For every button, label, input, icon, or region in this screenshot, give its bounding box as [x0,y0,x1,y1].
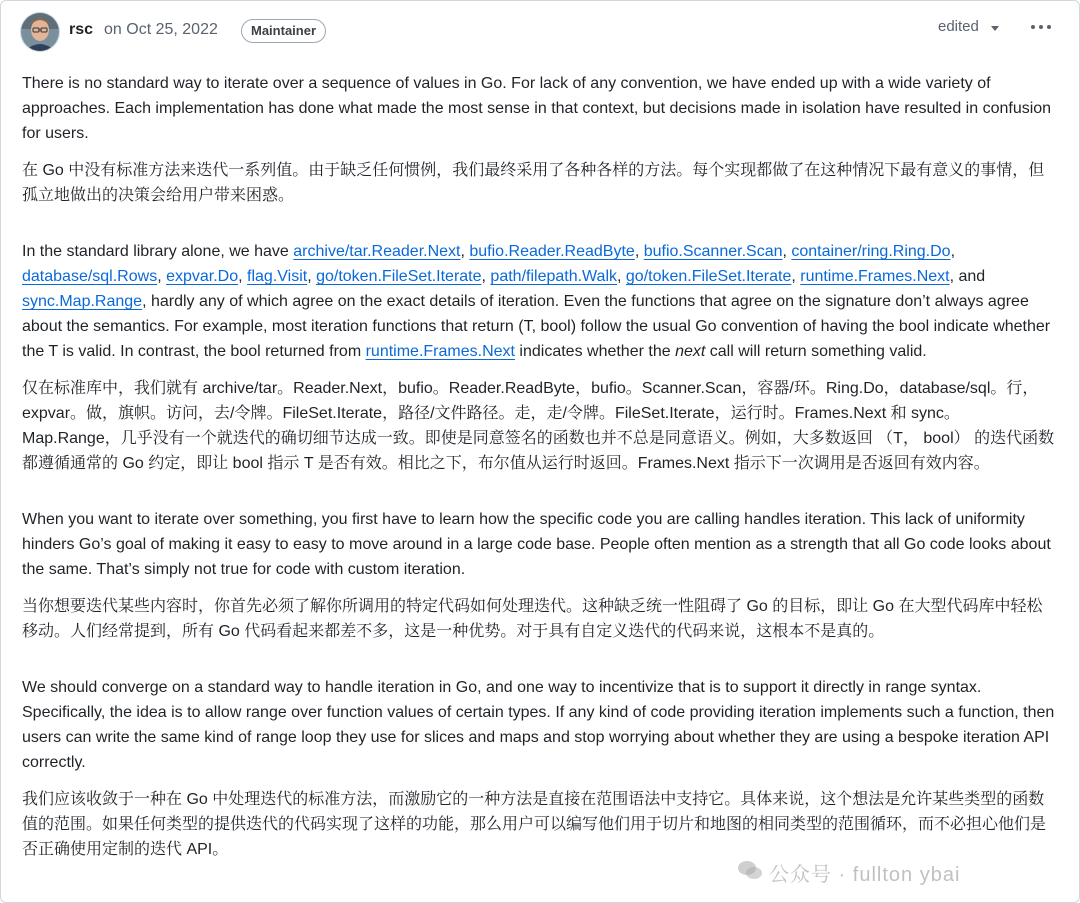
code-reference-link[interactable]: expvar.Do [166,268,239,285]
code-reference-link[interactable]: sync.Map.Range [22,293,143,310]
code-reference-link[interactable]: bufio.Scanner.Scan [643,243,783,260]
code-reference-link[interactable]: runtime.Frames.Next [365,343,515,360]
comment-paragraph [22,507,1058,582]
role-badge: Maintainer [241,19,326,43]
code-reference-link[interactable]: path/filepath.Walk [490,268,618,285]
comment-timestamp[interactable]: on Oct 25, 2022 [104,21,218,38]
comment-paragraph [22,376,1058,476]
watermark-text: 公众号 · fullton ybai [769,864,961,886]
paragraph-text: , [460,243,470,260]
paragraph-text: In the standard library alone, we have [22,243,294,260]
paragraph-text: 我们应该收敛于一种在 Go 中处理迭代的标准方法，而激励它的一种方法是直接在范围语法中支持它。具体来说，这个想法是允许某些类型的函数值的范围。如果任何类型的提供迭代的代码实现了这样的功能，那么用户可以编写他们用于切片和地图的相同类型的范围循环，而不必担心他们是否正确使用定制的迭代 API。 [22,791,1047,858]
paragraph-text: , [157,268,167,285]
paragraph-text: , [782,243,792,260]
paragraph-text: , [481,268,491,285]
paragraph-text: , and [949,268,986,285]
paragraph-text: , [634,243,644,260]
paragraph-text: We should converge on a standard way to handle iteration in Go, and one way to incentivize that is to support it directly in range syntax. Specifically, the idea is to allow range over function values of certain types. If any kind of code providing iteration implements such a function, then users can write the same kind of range loop they use for slices and maps and stop worrying about whether they are using a bespoke iteration API correctly. [22,679,1055,771]
avatar-photo-icon [21,13,59,51]
paragraph-text: 在 Go 中没有标准方法来迭代一系列值。由于缺乏任何惯例，我们最终采用了各种各样的方法。每个实现都做了在这种情况下最有意义的事情，但孤立地做出的决策会给用户带来困惑。 [22,162,1045,204]
paragraph-text: , [307,268,317,285]
code-reference-link[interactable]: bufio.Reader.ReadByte [469,243,635,260]
wechat-icon [737,859,763,881]
paragraph-text: call will return something valid. [705,343,927,360]
comment-paragraph [22,71,1058,146]
code-reference-link[interactable]: archive/tar.Reader.Next [293,243,461,260]
code-reference-link[interactable]: container/ring.Ring.Do [791,243,951,260]
author-name[interactable]: rsc [69,21,94,38]
comment-paragraph [22,787,1058,862]
paragraph-text: , [617,268,626,285]
comment-paragraph [22,675,1058,775]
paragraph-text: , [791,268,801,285]
comment-body [22,71,1058,862]
code-reference-link[interactable]: go/token.FileSet.Iterate [316,268,482,285]
comment-header [1,1,1079,63]
paragraph-text: , hardly any of which agree on the exact details of iteration. Even the functions that agree on the signature don’t always agree about the semantics. For example, most iteration functions that return (T, bool) follow the usual Go convention of having the bool indicate whether the T is valid. In contrast, the bool returned from [22,293,1051,360]
paragraph-text: When you want to iterate over something, you first have to learn how the specific code you are calling handles iteration. This lack of uniformity hinders Go’s goal of making it easy to easy to move around in a large code base. People often mention as a strength that all Go code looks about the same. That’s simply not true for code with custom iteration. [22,511,1051,578]
comment-paragraph [22,594,1058,644]
kebab-horizontal-icon[interactable] [1029,17,1053,37]
edited-dropdown[interactable]: edited [938,18,979,35]
paragraph-text: , [950,243,956,260]
emphasis-text: next [675,343,706,360]
code-reference-link[interactable]: go/token.FileSet.Iterate [625,268,792,285]
caret-down-icon[interactable] [991,26,999,31]
code-reference-link[interactable]: database/sql.Rows [22,268,158,285]
avatar[interactable] [20,12,60,52]
paragraph-text: 仅在标准库中，我们就有 archive/tar。Reader.Next，bufio。Reader.ReadByte，bufio。Scanner.Scan，容器/环。Ring.Do，database/sql。行，expvar。做，旗帜。访问，去/令牌。FileSet.Iterate，路径/文件路径。走，走/令牌。FileSet.Iterate，运行时。Frames.Next 和 sync。Map.Range，几乎没有一个就迭代的确切细节达成一致。即使是同意签名的函数也并不总是同意语义。例如，大多数返回 （T， bool） 的迭代函数都遵循通常的 Go 约定，即让 bool 指示 T 是否有效。相比之下，布尔值从运行时返回。Frames.Next 指示下一次调用是否返回有效内容。 [22,380,1055,472]
comment-paragraph [22,158,1058,208]
code-reference-link[interactable]: flag.Visit [247,268,308,285]
paragraph-text: There is no standard way to iterate over a sequence of values in Go. For lack of any convention, we have ended up with a wide variety of approaches. Each implementation has done what made the most sense in that context, but decisions made in isolation have resulted in confusion for users. [22,75,1052,142]
code-reference-link[interactable]: runtime.Frames.Next [800,268,950,285]
paragraph-text: , [238,268,248,285]
paragraph-text: 当你想要迭代某些内容时，你首先必须了解你所调用的特定代码如何处理迭代。这种缺乏统一性阻碍了 Go 的目标，即让 Go 在大型代码库中轻松移动。人们经常提到，所有 Go 代码看起来都差不多，这是一种优势。对于具有自定义迭代的代码来说，这根本不是真的。 [22,598,1043,640]
comment-paragraph [22,239,1058,364]
paragraph-text: indicates whether the [514,343,676,360]
